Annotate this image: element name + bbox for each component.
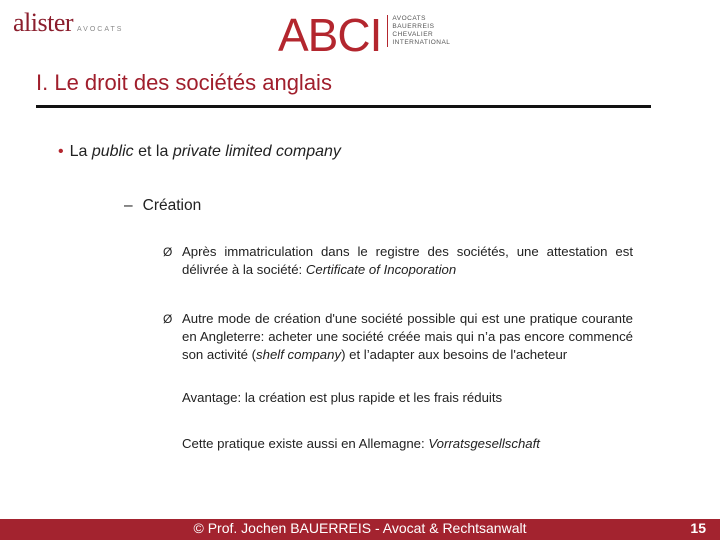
arrow-item-2 — [163, 310, 633, 364]
arrow-item-2-text-pre: Autre mode de création d'une société possible qui est une pratique courante en Angleterre: acheter une société créée mais qui n’a pas encore commencé son activité ( — [182, 311, 633, 362]
page-number: 15 — [690, 520, 706, 536]
title-divider — [36, 105, 651, 108]
alister-logo-word: alister — [13, 8, 74, 37]
germany-text-em: Vorratsgesellschaft — [428, 436, 540, 451]
arrow-item-1 — [163, 243, 633, 279]
arrow-item-1-em: Certificate of Incoporation — [305, 262, 457, 277]
bullet-icon: • — [58, 143, 64, 160]
footer-bar — [0, 519, 720, 540]
abci-logo — [278, 10, 450, 60]
bullet-em-private: private limited company — [172, 143, 341, 160]
abci-line: AVOCATS — [392, 15, 426, 22]
main-bullet — [58, 143, 341, 161]
arrow-item-2-text-post: ) et l’adapter aux besoins de l'acheteur — [341, 347, 568, 362]
abci-line: CHEVALIER — [392, 31, 434, 38]
bullet-em-public: public — [91, 143, 134, 160]
slide-title: I. Le droit des sociétés anglais — [36, 70, 332, 95]
arrow-item-text — [182, 243, 633, 279]
arrow-item-text — [182, 310, 633, 364]
arrow-item-2-em: shelf company — [256, 347, 342, 362]
advantage-text: Avantage: la création est plus rapide et les frais réduits — [182, 390, 503, 405]
germany-text — [182, 436, 540, 451]
bullet-text-mid: et la — [133, 143, 173, 160]
alister-logo — [13, 8, 123, 38]
abci-logo-mark: ABCI — [278, 9, 382, 61]
footer-text: © Prof. Jochen BAUERREIS - Avocat & Rechtsanwalt — [193, 520, 527, 536]
arrow-item-1-text: Après immatriculation dans le registre des sociétés, une attestation est délivrée à la société: — [182, 244, 633, 277]
arrow-bullet-icon: Ø — [163, 312, 173, 326]
sub-bullet-creation — [124, 197, 201, 215]
abci-logo-lines — [387, 15, 450, 47]
dash-icon: – — [124, 197, 133, 214]
abci-line: INTERNATIONAL — [392, 39, 451, 46]
abci-line: BAUERREIS — [392, 23, 435, 30]
sub-bullet-label: Création — [142, 197, 202, 214]
germany-text-pre: Cette pratique existe aussi en Allemagne: — [182, 436, 429, 451]
bullet-text-pre: La — [69, 143, 92, 160]
alister-logo-sub: AVOCATS — [77, 26, 124, 33]
arrow-bullet-icon: Ø — [163, 245, 173, 259]
